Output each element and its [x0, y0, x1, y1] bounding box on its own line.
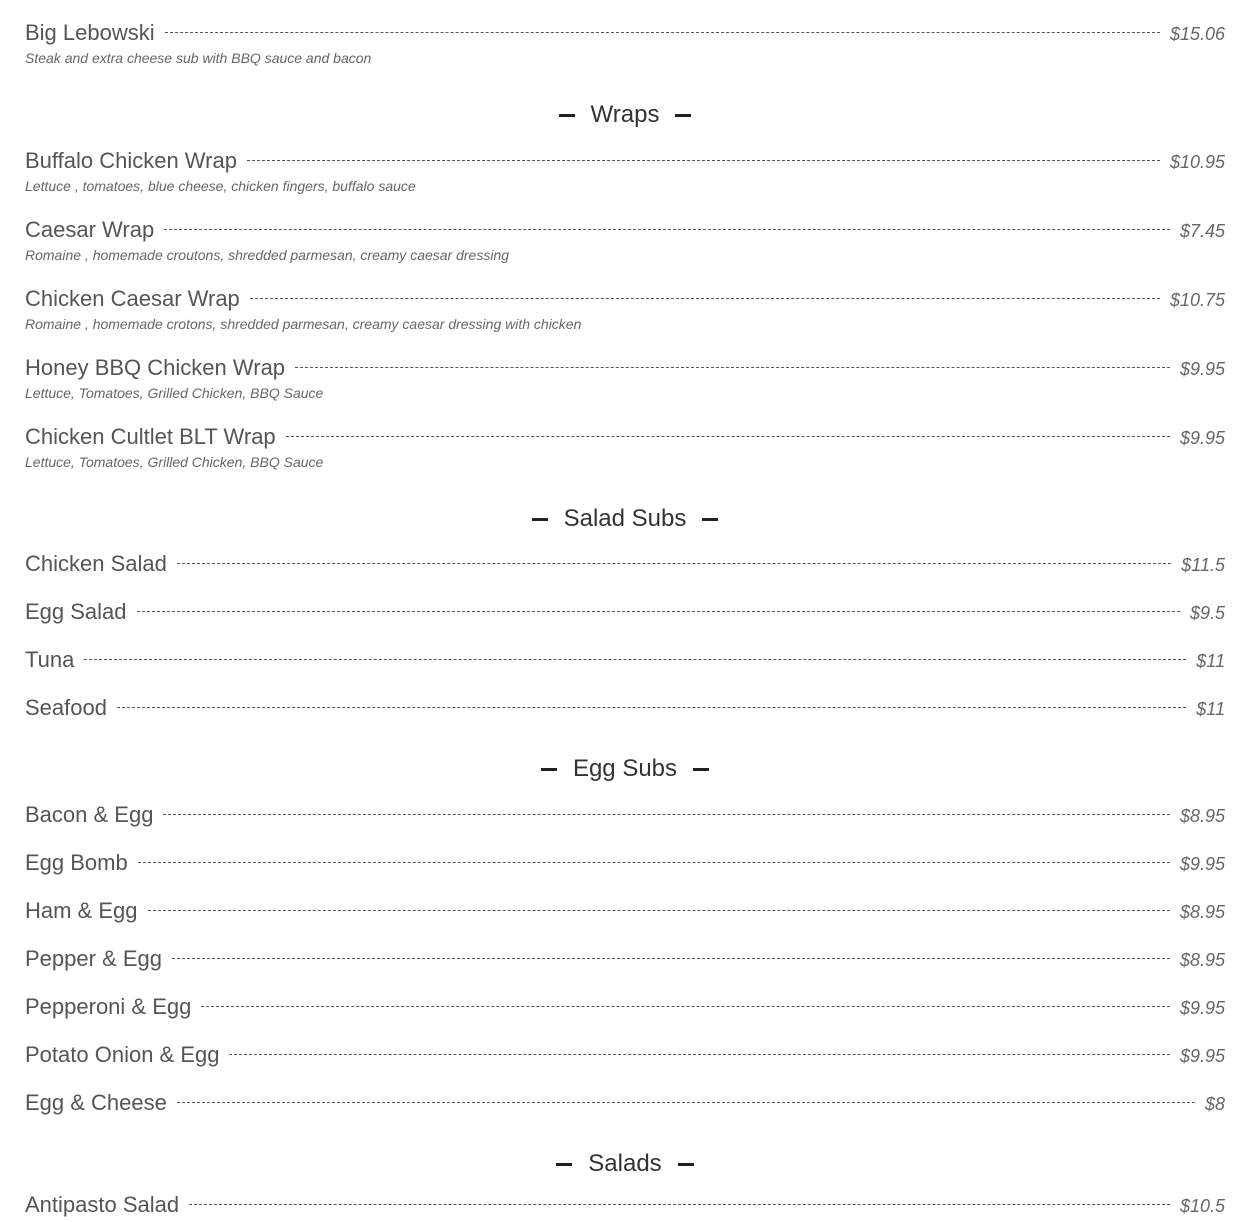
- menu-item-price: $9.95: [1179, 428, 1225, 448]
- dotted-leader: [177, 1102, 1195, 1103]
- menu-item-header: [25, 551, 1225, 581]
- dotted-leader: [189, 1204, 1170, 1205]
- menu-item[interactable]: [25, 647, 1225, 677]
- section-header-salad-subs: [25, 504, 1225, 534]
- menu-item[interactable]: [25, 286, 1225, 332]
- section-title: Egg Subs: [572, 755, 678, 782]
- menu-item[interactable]: [25, 148, 1225, 194]
- menu-item-name: Seafood: [25, 695, 107, 720]
- menu-item-price: $11: [1196, 651, 1225, 671]
- menu-item-name: Buffalo Chicken Wrap: [25, 148, 237, 173]
- dash-icon: [559, 114, 575, 117]
- menu-item-header: [25, 647, 1225, 677]
- menu-item-header: [25, 1090, 1225, 1120]
- dash-icon: [556, 1163, 572, 1166]
- menu-item-price: $9.95: [1179, 1046, 1225, 1066]
- menu-item-price: $11: [1196, 699, 1225, 719]
- menu-item-name: Potato Onion & Egg: [25, 1042, 220, 1067]
- dotted-leader: [84, 659, 1186, 660]
- menu-item[interactable]: [25, 1192, 1225, 1222]
- dotted-leader: [117, 707, 1186, 708]
- menu-item-header: [25, 898, 1225, 928]
- menu-item-price: $8.95: [1179, 806, 1225, 826]
- menu-item-price: $10.95: [1169, 152, 1225, 172]
- menu-item-header: [25, 20, 1225, 50]
- menu-item[interactable]: [25, 1090, 1225, 1120]
- menu-item[interactable]: [25, 20, 1225, 66]
- section-title: Salads: [588, 1150, 662, 1177]
- menu-item-name: Egg Salad: [25, 599, 127, 624]
- menu-item-price: $7.45: [1179, 221, 1225, 241]
- menu-item[interactable]: [25, 994, 1225, 1024]
- menu-item-description: Romaine , homemade croutons, shredded parmesan, creamy caesar dressing: [25, 247, 510, 263]
- menu-item-name: Bacon & Egg: [25, 802, 154, 827]
- menu-item-header: [25, 946, 1225, 976]
- dotted-leader: [201, 1006, 1170, 1007]
- menu-item[interactable]: [25, 551, 1225, 581]
- menu-item-price: $10.5: [1179, 1196, 1225, 1216]
- section-header-salads: [25, 1149, 1225, 1179]
- menu-item-price: $8: [1204, 1094, 1225, 1114]
- menu-item-name: Caesar Wrap: [25, 217, 155, 242]
- menu-item-description: Lettuce , tomatoes, blue cheese, chicken fingers, buffalo sauce: [25, 178, 416, 194]
- dotted-leader: [148, 910, 1170, 911]
- dotted-leader: [165, 32, 1160, 33]
- menu-item-price: $8.95: [1179, 902, 1225, 922]
- dash-icon: [702, 518, 718, 521]
- menu-item-header: [25, 599, 1225, 629]
- menu-item-name: Pepperoni & Egg: [25, 994, 192, 1019]
- section-header-wraps: [25, 100, 1225, 130]
- menu-item-header: [25, 424, 1225, 454]
- menu-item[interactable]: [25, 695, 1225, 725]
- menu-item-price: $10.75: [1169, 290, 1225, 310]
- menu-item-name: Honey BBQ Chicken Wrap: [25, 355, 286, 380]
- menu-item[interactable]: [25, 599, 1225, 629]
- menu-item-description: Lettuce, Tomatoes, Grilled Chicken, BBQ Sauce: [25, 454, 324, 470]
- dotted-leader: [172, 958, 1170, 959]
- dash-icon: [532, 518, 548, 521]
- dotted-leader: [247, 160, 1160, 161]
- menu-item-name: Tuna: [25, 647, 75, 672]
- menu-item[interactable]: [25, 424, 1225, 470]
- menu-item-price: $8.95: [1179, 950, 1225, 970]
- dotted-leader: [163, 814, 1170, 815]
- menu-item[interactable]: [25, 898, 1225, 928]
- menu-item[interactable]: [25, 355, 1225, 401]
- menu-item-header: [25, 994, 1225, 1024]
- menu-item-price: $9.95: [1179, 854, 1225, 874]
- menu-item-price: $15.06: [1169, 24, 1225, 44]
- dotted-leader: [137, 611, 1180, 612]
- dotted-leader: [295, 367, 1170, 368]
- menu-item[interactable]: [25, 217, 1225, 263]
- dash-icon: [675, 114, 691, 117]
- menu-item-price: $11.5: [1181, 555, 1225, 575]
- menu-item-price: $9.95: [1179, 359, 1225, 379]
- menu-item-name: Pepper & Egg: [25, 946, 162, 971]
- section-title: Salad Subs: [563, 505, 687, 532]
- menu-item-header: [25, 850, 1225, 880]
- menu-item-name: Ham & Egg: [25, 898, 138, 923]
- menu-item[interactable]: [25, 802, 1225, 832]
- dotted-leader: [138, 862, 1170, 863]
- dotted-leader: [229, 1054, 1169, 1055]
- menu-item[interactable]: [25, 850, 1225, 880]
- dash-icon: [541, 768, 557, 771]
- dotted-leader: [286, 436, 1170, 437]
- menu-item-header: [25, 286, 1225, 316]
- menu-item-header: [25, 695, 1225, 725]
- section-header-egg-subs: [25, 754, 1225, 784]
- section-title: Wraps: [590, 101, 660, 128]
- menu-item-name: Big Lebowski: [25, 20, 155, 45]
- menu-item-description: Romaine , homemade crotons, shredded parmesan, creamy caesar dressing with chicken: [25, 316, 582, 332]
- menu-item[interactable]: [25, 1042, 1225, 1072]
- dotted-leader: [164, 229, 1170, 230]
- dash-icon: [693, 768, 709, 771]
- dotted-leader: [177, 563, 1171, 564]
- menu-item-description: Lettuce, Tomatoes, Grilled Chicken, BBQ Sauce: [25, 385, 324, 401]
- menu-item-name: Egg & Cheese: [25, 1090, 167, 1115]
- menu-item-header: [25, 1192, 1225, 1222]
- menu-item-price: $9.95: [1179, 998, 1225, 1018]
- menu-item-name: Chicken Salad: [25, 551, 167, 576]
- menu-item-description: Steak and extra cheese sub with BBQ sauce and bacon: [25, 50, 372, 66]
- menu-item-header: [25, 1042, 1225, 1072]
- menu-item-name: Chicken Cultlet BLT Wrap: [25, 424, 276, 449]
- menu-item-header: [25, 355, 1225, 385]
- menu-item-header: [25, 217, 1225, 247]
- menu-item-header: [25, 148, 1225, 178]
- menu-item-name: Chicken Caesar Wrap: [25, 286, 240, 311]
- dash-icon: [678, 1163, 694, 1166]
- dotted-leader: [250, 298, 1160, 299]
- menu-item-header: [25, 802, 1225, 832]
- menu-item-name: Egg Bomb: [25, 850, 128, 875]
- menu-item-price: $9.5: [1189, 603, 1225, 623]
- menu-item[interactable]: [25, 946, 1225, 976]
- menu-item-name: Antipasto Salad: [25, 1192, 180, 1217]
